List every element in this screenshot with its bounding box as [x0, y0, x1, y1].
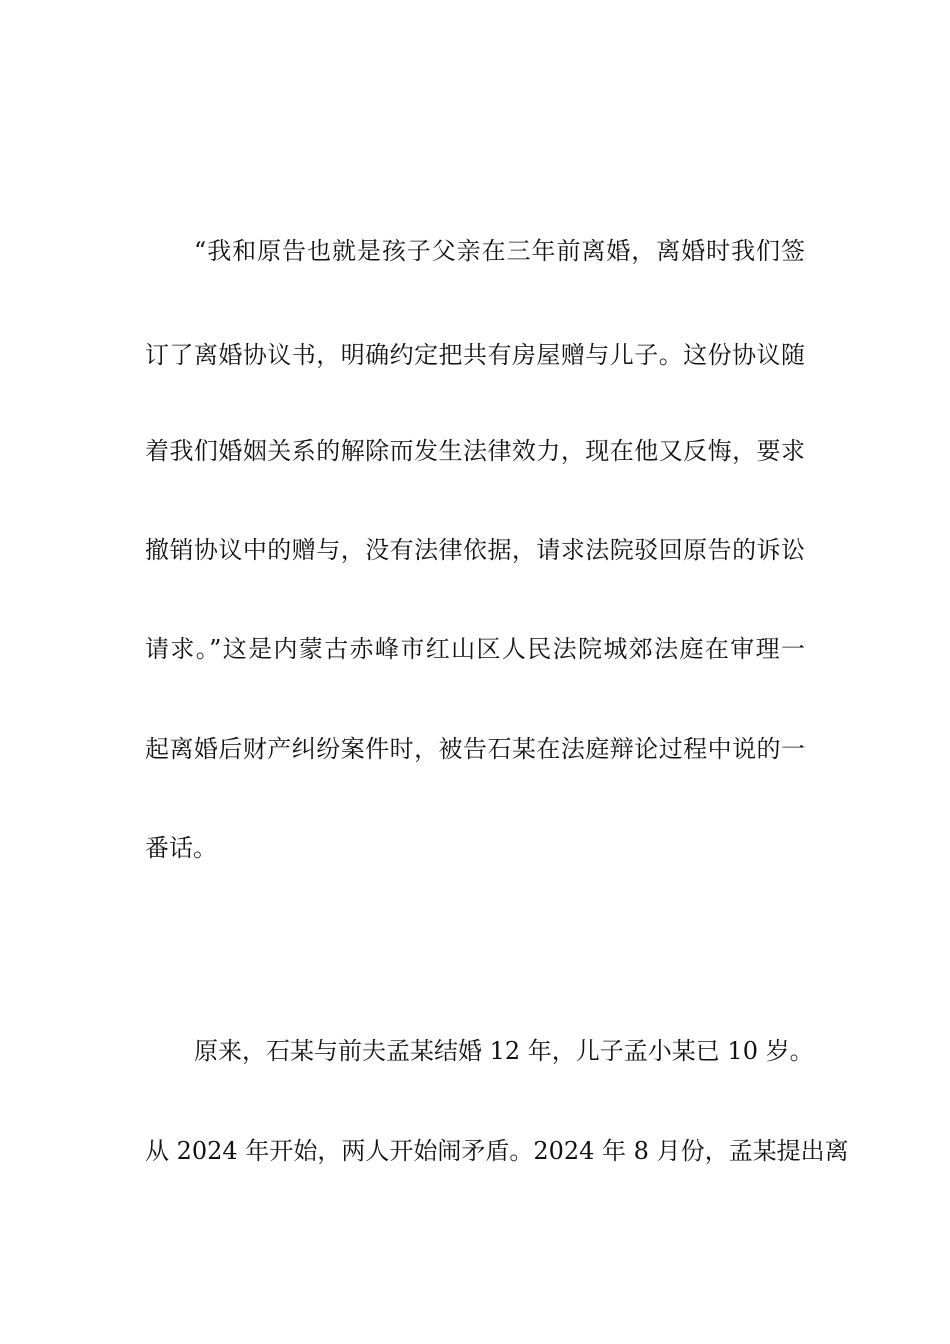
paragraph-1-line-4: 撤销协议中的赠与，没有法律依据，请求法院驳回原告的诉讼 — [145, 536, 805, 564]
paragraph-1-line-7: 番话。 — [145, 834, 217, 862]
paragraph-1-line-5: 请求。”这是内蒙古赤峰市红山区人民法院城郊法庭在审理一 — [145, 635, 805, 663]
paragraph-2-line-2: 从 2024 年开始，两人开始闹矛盾。2024 年 8 月份，孟某提出离 — [145, 1137, 849, 1165]
paragraph-2-line-1: 原来，石某与前夫孟某结婚 12 年，儿子孟小某已 10 岁。 — [194, 1037, 814, 1065]
paragraph-1-line-2: 订了离婚协议书，明确约定把共有房屋赠与儿子。这份协议随 — [145, 341, 805, 369]
paragraph-1-line-6: 起离婚后财产纠纷案件时，被告石某在法庭辩论过程中说的一 — [145, 735, 805, 763]
paragraph-1-line-3: 着我们婚姻关系的解除而发生法律效力，现在他又反悔，要求 — [145, 437, 805, 465]
paragraph-1-line-1: “我和原告也就是孩子父亲在三年前离婚，离婚时我们签 — [194, 237, 805, 265]
